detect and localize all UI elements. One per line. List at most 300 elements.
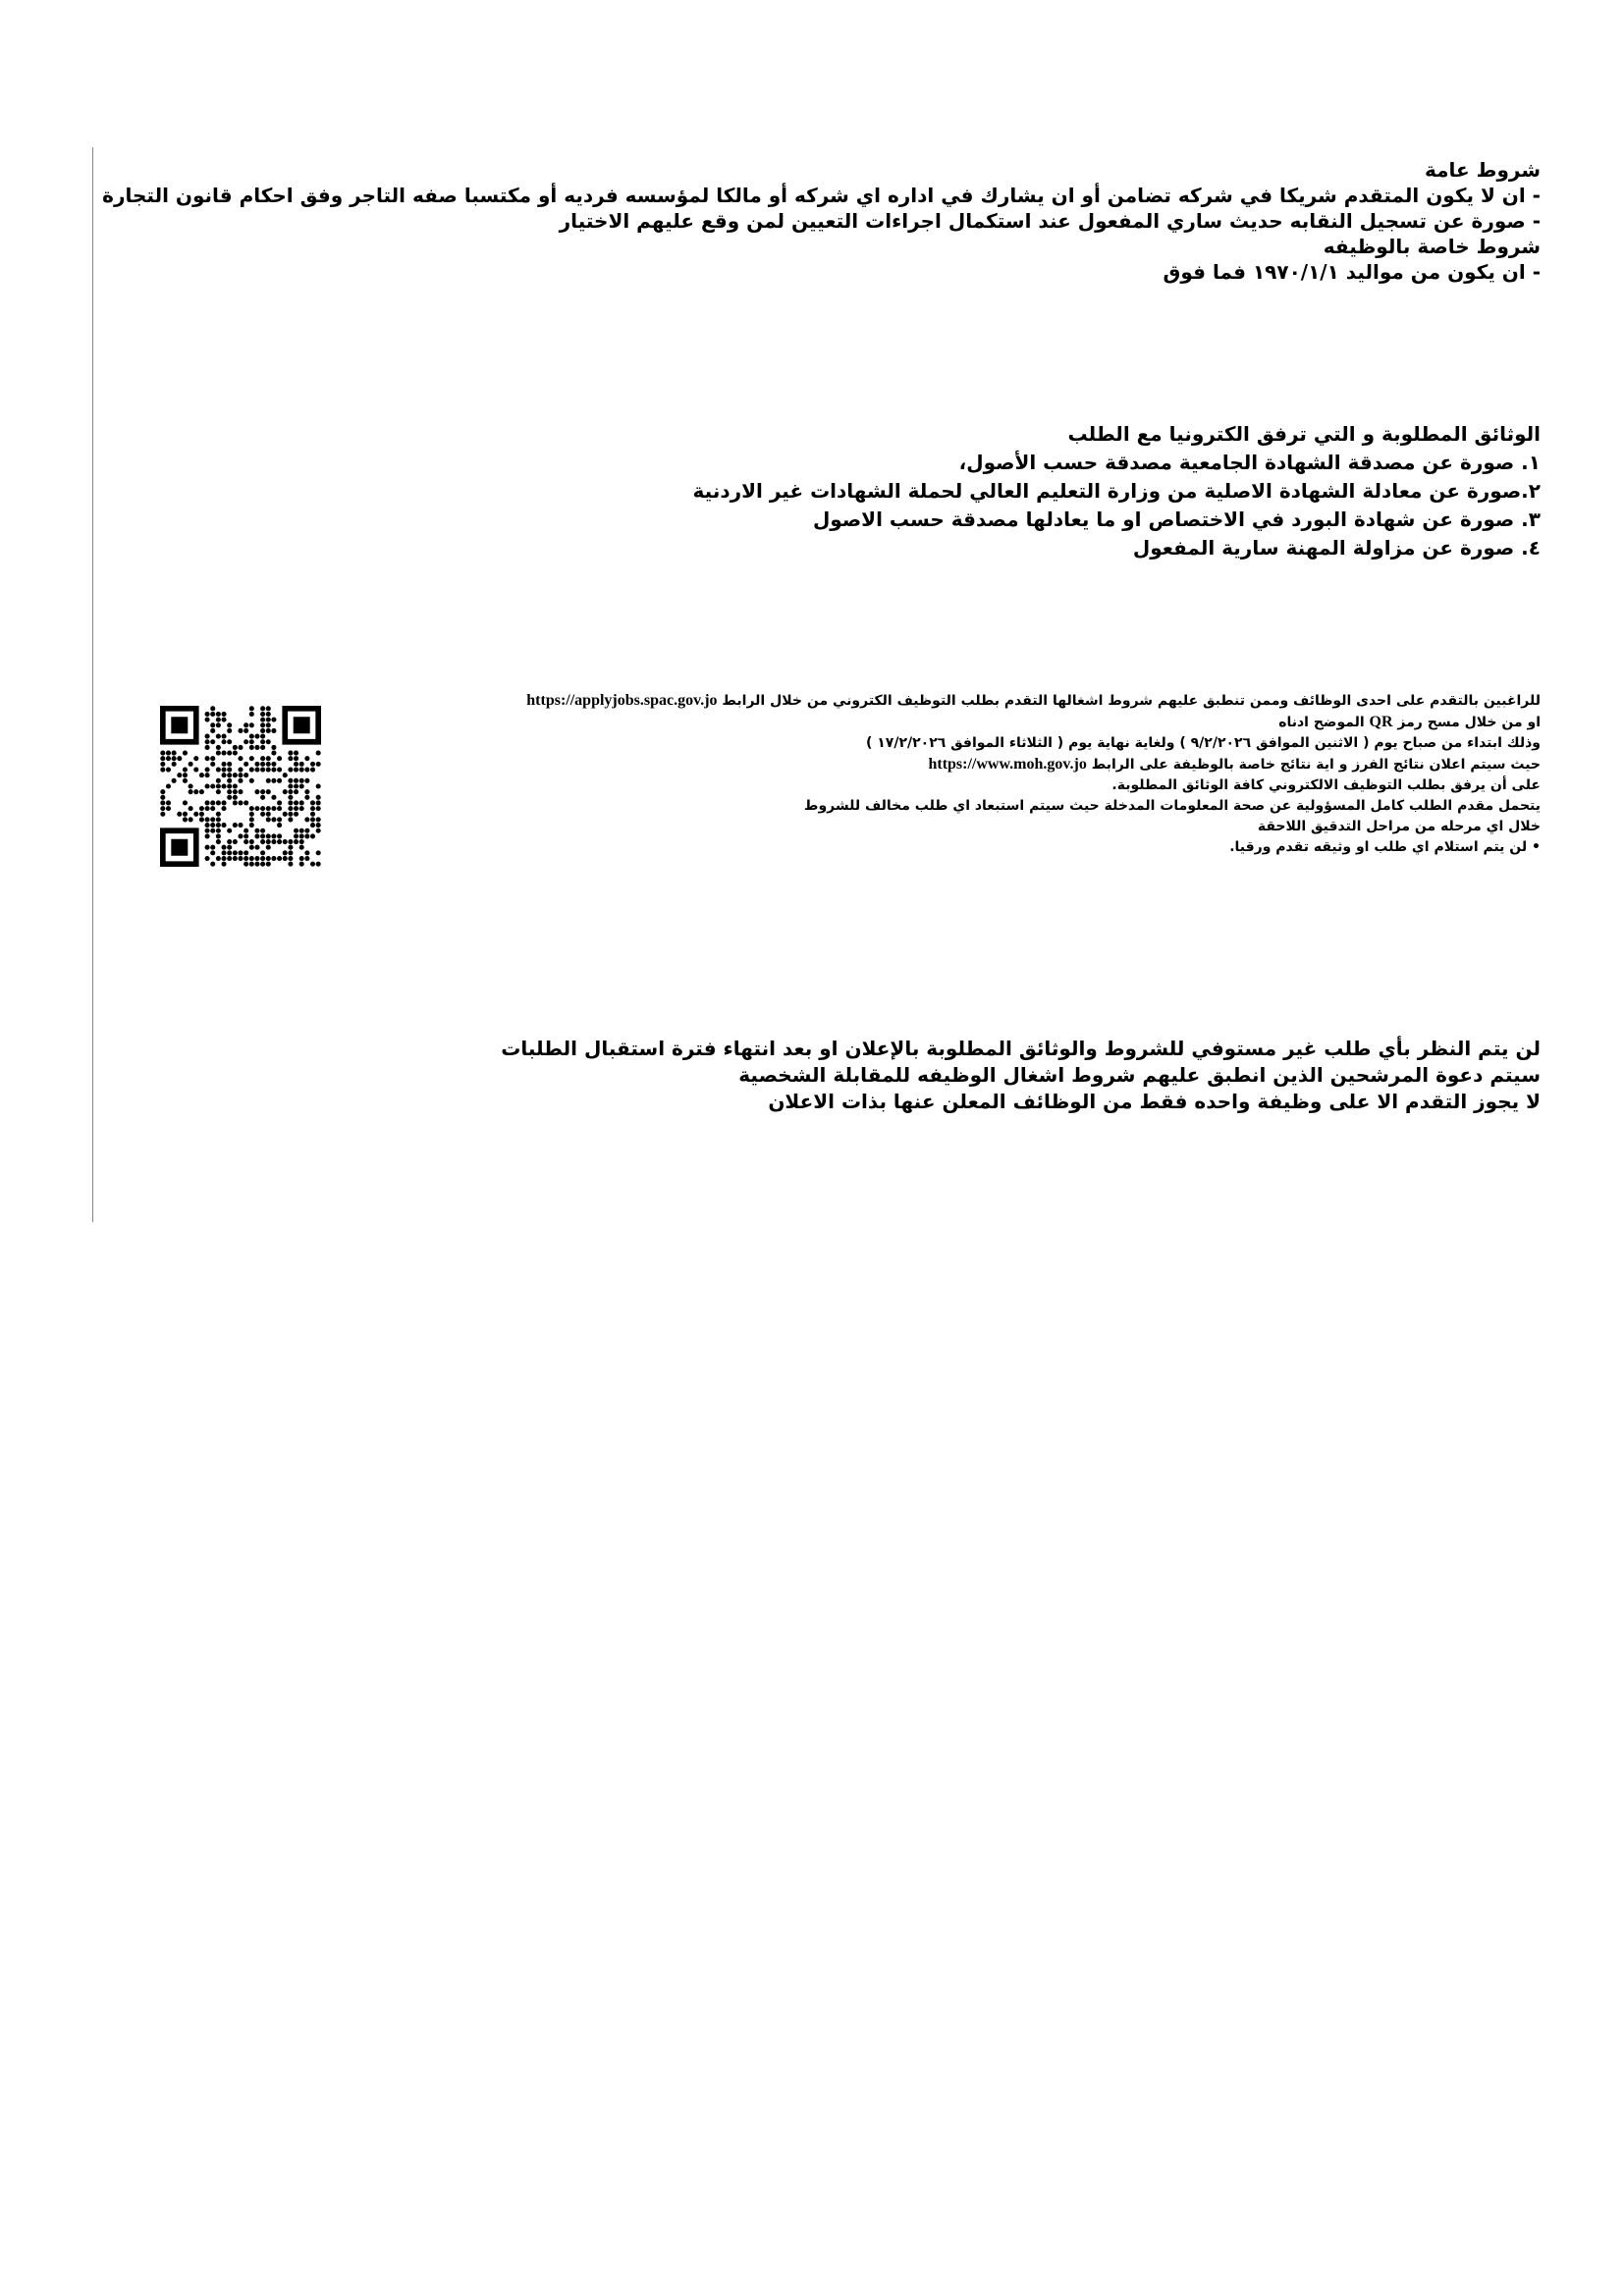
document-item: ١. صورة عن مصدقة الشهادة الجامعية مصدقة حسب الأصول، [958,451,1541,474]
qr-module [294,833,298,838]
qr-module [283,812,288,817]
qr-module [221,762,226,767]
qr-module [205,756,210,761]
qr-module [221,734,226,739]
apply-jobs-link[interactable]: https://applyjobs.spac.gov.jo [526,692,718,709]
qr-module [210,728,215,733]
qr-module [227,739,232,744]
qr-module [244,722,248,727]
qr-module [205,833,210,838]
qr-module [266,845,271,850]
qr-module [216,718,221,722]
qr-module [210,800,215,805]
qr-module [283,850,288,855]
qr-module [210,722,215,727]
closing-note: لن يتم النظر بأي طلب غير مستوفي للشروط والوثائق المطلوبة بالإعلان او بعد انتهاء فترة استقبال الطلبات [501,1037,1541,1060]
qr-module [227,778,232,783]
qr-module [266,712,271,717]
qr-module [160,800,165,805]
qr-module [210,845,215,850]
qr-module [249,734,254,739]
qr-module [266,856,271,861]
qr-module [260,789,265,794]
qr-module [254,762,259,767]
qr-module [227,789,232,794]
qr-module [227,728,232,733]
qr-module [249,817,254,822]
qr-module [299,839,304,844]
qr-module [310,800,315,805]
qr-module [199,812,204,817]
qr-module [260,850,265,855]
qr-module [304,778,309,783]
qr-module [271,795,276,800]
qr-module [254,789,259,794]
qr-module [221,845,226,850]
qr-module [189,762,193,767]
qr-module [233,856,238,861]
qr-module [210,823,215,828]
qr-module [249,706,254,711]
qr-module [299,833,304,838]
qr-module [227,795,232,800]
qr-module [183,751,188,756]
qr-module [316,806,321,811]
qr-module [254,845,259,850]
qr-module [294,762,298,767]
qr-module [288,839,293,844]
qr-module [210,828,215,833]
qr-module [271,839,276,844]
apply-info-text: الموضح ادناه [1278,715,1365,730]
qr-module [172,756,177,761]
qr-module [172,751,177,756]
qr-module [233,751,238,756]
qr-module [216,767,221,772]
qr-module [221,767,226,772]
qr-module [316,783,321,788]
qr-module [216,800,221,805]
qr-module [266,817,271,822]
qr-module [304,767,309,772]
qr-module [193,767,198,772]
qr-module [249,839,254,844]
qr-module [288,751,293,756]
qr-module [233,800,238,805]
qr-module [299,845,304,850]
qr-module [221,712,226,717]
qr-module [233,745,238,750]
qr-module [260,762,265,767]
qr-module [294,756,298,761]
qr-module [249,862,254,867]
qr-module [266,839,271,844]
qr-module [177,773,182,777]
qr-module [193,812,198,817]
qr-module [260,722,265,727]
qr-module [288,789,293,794]
qr-module [304,828,309,833]
qr-module [277,800,282,805]
qr-module [260,856,265,861]
apply-info-text: للراغبين بالتقدم على احدى الوظائف وممن تنطبق عليهم شروط اشغالها التقدم بطلب التوظيف الكتروني من خلال الرابط [722,693,1541,709]
qr-module [283,789,288,794]
qr-module [244,839,248,844]
qr-module [233,839,238,844]
qr-module [277,817,282,822]
general-conditions-section [102,157,1541,285]
qr-module [288,795,293,800]
qr-module [254,856,259,861]
qr-module [266,739,271,744]
qr-module [238,850,243,855]
general-conditions-heading: شروط عامة [1425,158,1541,182]
qr-module [210,739,215,744]
qr-module [249,756,254,761]
qr-module [271,728,276,733]
qr-module [294,783,298,788]
apply-info-line-7: خلال اي مرحله من مراحل التدقيق اللاحقة [1257,819,1541,834]
qr-module [205,783,210,788]
moh-link[interactable]: https://www.moh.gov.jo [928,756,1087,773]
qr-module [260,795,265,800]
qr-module [166,806,171,811]
qr-module [288,783,293,788]
qr-module [249,712,254,717]
qr-module [210,706,215,711]
qr-module [216,856,221,861]
qr-finder-top-left [160,706,199,745]
qr-module [210,862,215,867]
qr-module [316,751,321,756]
qr-module [205,767,210,772]
qr-module [238,778,243,783]
qr-module [221,856,226,861]
qr-module [233,773,238,777]
qr-module [310,823,315,828]
qr-module [205,773,210,777]
qr-module [283,856,288,861]
qr-module [271,833,276,838]
qr-module [160,812,165,817]
qr-module [189,783,193,788]
qr-module [260,706,265,711]
qr-module [216,823,221,828]
qr-module [238,789,243,794]
required-documents-section [693,420,1541,562]
qr-module [233,850,238,855]
qr-module [249,778,254,783]
qr-module [260,862,265,867]
qr-module [316,862,321,867]
qr-module [266,778,271,783]
qr-module [260,728,265,733]
qr-module [266,806,271,811]
qr-module [316,817,321,822]
qr-module [288,767,293,772]
qr-module [249,745,254,750]
qr-module [189,806,193,811]
qr-module [221,718,226,722]
qr-label: QR [1369,714,1393,730]
qr-module [299,767,304,772]
margin-rule [92,147,93,1222]
qr-module [244,728,248,733]
special-condition-item: - ان يكون من مواليد ١٩٧٠/١/١ فما فوق [1163,260,1541,284]
qr-module [216,751,221,756]
qr-module [210,712,215,717]
qr-module [210,762,215,767]
qr-module [283,839,288,844]
qr-module [316,850,321,855]
qr-module [210,756,215,761]
qr-module [304,850,309,855]
general-condition-item: - صورة عن تسجيل النقابه حديث ساري المفعول عند استكمال اجراءات التعيين لمن وقع عليهم الاختيار [559,209,1541,233]
qr-module [216,812,221,817]
qr-module [216,712,221,717]
qr-module [227,783,232,788]
qr-module [260,828,265,833]
qr-module [310,833,315,838]
qr-module [216,778,221,783]
qr-module [221,739,226,744]
qr-module [221,823,226,828]
qr-module [277,778,282,783]
qr-module [227,773,232,777]
qr-module [166,767,171,772]
qr-module [288,806,293,811]
qr-module [244,856,248,861]
apply-info-text: حيث سيتم اعلان نتائج الفرز و اية نتائج خاصة بالوظيفة على الرابط [1091,757,1541,773]
qr-module [238,728,243,733]
qr-module [244,850,248,855]
qr-module [260,833,265,838]
qr-module [283,773,288,777]
qr-module [205,739,210,744]
qr-module [249,739,254,744]
qr-module [316,823,321,828]
qr-module [160,789,165,794]
qr-module [299,783,304,788]
qr-module [271,745,276,750]
qr-module [260,756,265,761]
qr-module [277,806,282,811]
qr-module [227,839,232,844]
qr-module [294,806,298,811]
qr-module [266,722,271,727]
qr-module [205,800,210,805]
qr-module [266,728,271,733]
qr-module [160,767,165,772]
qr-module [288,800,293,805]
qr-module [288,817,293,822]
qr-module [254,767,259,772]
qr-module [189,789,193,794]
qr-module [244,833,248,838]
qr-module [177,756,182,761]
qr-module [227,856,232,861]
qr-module [249,806,254,811]
qr-module [166,751,171,756]
qr-module [249,823,254,828]
general-condition-item: - ان لا يكون المتقدم شريكا في شركه تضامن أو ان يشارك في اداره اي شركه أو مالكا لمؤسسه فرديه أو مكتسبا صفه التاجر وفق احكام قانون التجارة [102,184,1541,207]
qr-module [304,756,309,761]
qr-module [266,767,271,772]
qr-module [210,783,215,788]
qr-module [316,828,321,833]
apply-info-text: او من خلال مسح رمز [1397,715,1541,730]
qr-module [260,718,265,722]
qr-module [299,828,304,833]
qr-module [277,767,282,772]
qr-module [294,828,298,833]
qr-module [238,745,243,750]
qr-module [288,862,293,867]
qr-module [183,812,188,817]
qr-module [227,751,232,756]
qr-module [271,762,276,767]
qr-module [249,856,254,861]
qr-module [205,856,210,861]
qr-module [277,833,282,838]
qr-module [271,806,276,811]
qr-module [227,767,232,772]
qr-module [160,806,165,811]
qr-module [210,817,215,822]
qr-module [294,839,298,844]
qr-module [294,767,298,772]
qr-module [249,812,254,817]
qr-module [205,806,210,811]
qr-module [254,828,259,833]
qr-module [199,773,204,777]
apply-info-line-8: • لن يتم استلام اي طلب او وثيقه تقدم ورقيا. [1229,839,1541,855]
document-item: ٢.صورة عن معادلة الشهادة الاصلية من وزارة التعليم العالي لحملة الشهادات غير الاردنية [692,479,1541,503]
qr-module [205,712,210,717]
qr-module [199,789,204,794]
qr-module [221,862,226,867]
qr-module [238,773,243,777]
qr-module [238,800,243,805]
qr-module [310,767,315,772]
qr-module [216,839,221,844]
qr-module [193,756,198,761]
qr-module [221,773,226,777]
qr-module [216,734,221,739]
qr-module [254,806,259,811]
qr-module [299,778,304,783]
qr-module [205,845,210,850]
qr-module [238,756,243,761]
qr-module [288,850,293,855]
qr-module [310,862,315,867]
qr-module [304,856,309,861]
qr-module [205,817,210,822]
qr-module [260,734,265,739]
qr-module [271,778,276,783]
qr-module [160,795,165,800]
qr-module [316,795,321,800]
qr-module [288,778,293,783]
qr-module [299,762,304,767]
qr-module [271,767,276,772]
qr-module [233,783,238,788]
qr-module [288,845,293,850]
qr-module [299,800,304,805]
qr-module [271,751,276,756]
qr-module [227,845,232,850]
qr-module [260,745,265,750]
qr-module [244,800,248,805]
qr-module [183,778,188,783]
qr-module [266,833,271,838]
qr-module [294,800,298,805]
qr-module [266,718,271,722]
qr-module [310,812,315,817]
qr-module [205,745,210,750]
qr-module [260,839,265,844]
qr-module [244,739,248,744]
qr-module [294,778,298,783]
qr-module [277,823,282,828]
qr-code[interactable] [160,706,321,867]
qr-module [304,789,309,794]
qr-module [221,783,226,788]
qr-finder-top-right [282,706,321,745]
qr-module [277,839,282,844]
qr-module [266,762,271,767]
qr-module [221,850,226,855]
apply-info-line-4 [526,754,1541,775]
qr-module [288,756,293,761]
qr-module [310,817,315,822]
qr-module [288,856,293,861]
qr-module [316,762,321,767]
qr-module [249,845,254,850]
qr-module [199,817,204,822]
qr-module [160,751,165,756]
qr-module [177,812,182,817]
qr-module [304,833,309,838]
qr-module [266,756,271,761]
qr-module [216,817,221,822]
qr-module [294,751,298,756]
qr-module [254,833,259,838]
qr-module [210,806,215,811]
qr-module [244,762,248,767]
qr-module [216,828,221,833]
qr-module [294,812,298,817]
qr-module [210,850,215,855]
qr-module [172,778,177,783]
qr-module [260,739,265,744]
qr-finder-bottom-left [160,828,199,867]
qr-module [183,767,188,772]
apply-info-line-2 [526,712,1541,733]
qr-module [227,828,232,833]
closing-notes-section [501,1036,1541,1115]
qr-module [205,823,210,828]
qr-module [266,789,271,794]
document-item: ٣. صورة عن شهادة البورد في الاختصاص او ما يعادلها مصدقة حسب الاصول [812,507,1541,531]
qr-module [216,783,221,788]
application-info-section [526,690,1541,858]
qr-module [299,806,304,811]
qr-module [227,722,232,727]
qr-module [249,767,254,772]
qr-module [216,745,221,750]
qr-module [221,806,226,811]
